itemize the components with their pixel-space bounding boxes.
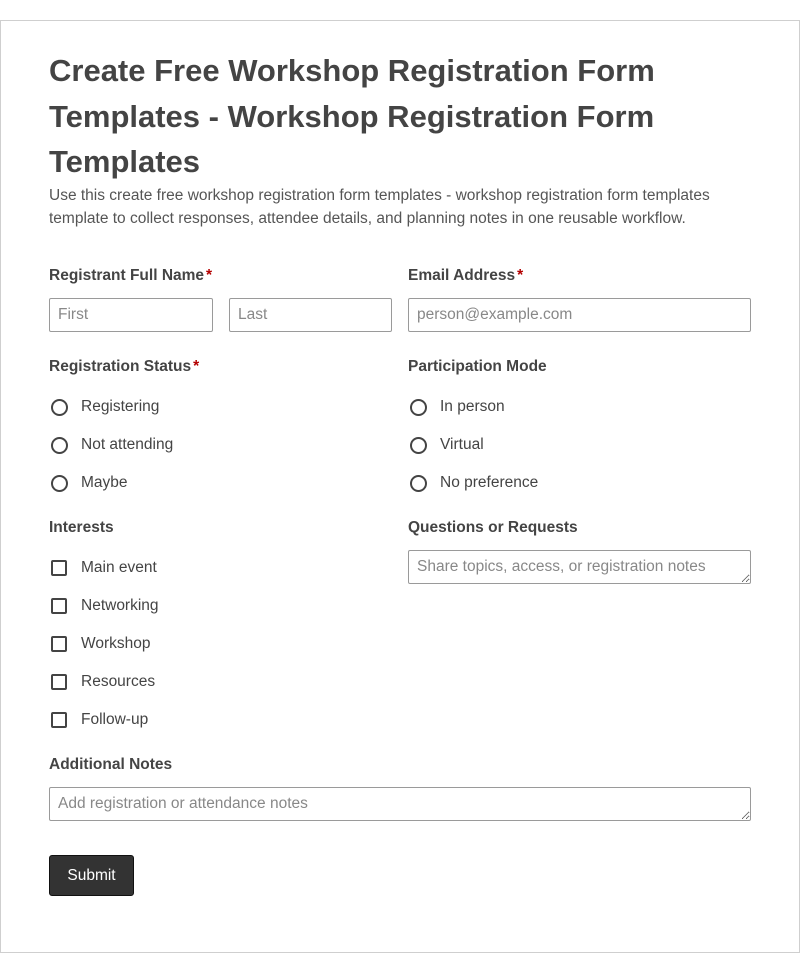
- radio-circle-icon[interactable]: [51, 399, 68, 416]
- email-label-text: Email Address: [408, 267, 516, 284]
- notes-label: [49, 756, 172, 774]
- interest-option-label: Follow-up: [81, 711, 149, 728]
- email-label: [408, 267, 523, 285]
- mode-option-no-preference[interactable]: [408, 474, 538, 492]
- required-marker: *: [193, 358, 200, 375]
- checkbox-icon[interactable]: [51, 598, 67, 614]
- questions-label-text: Questions or Requests: [408, 519, 578, 536]
- status-option-label: Registering: [81, 398, 160, 415]
- name-label: [49, 267, 212, 285]
- mode-label-text: Participation Mode: [408, 358, 547, 375]
- interests-label: [49, 519, 114, 537]
- checkbox-icon[interactable]: [51, 712, 67, 728]
- submit-button[interactable]: Submit: [49, 855, 134, 896]
- mode-option-label: No preference: [440, 474, 539, 491]
- first-name-input[interactable]: [49, 298, 213, 332]
- mode-option-in-person[interactable]: [408, 398, 505, 416]
- form-description: Use this create free workshop registration form templates - workshop registration form templates template to collect responses, attendee details, and planning notes in one reusable workflow.: [49, 187, 710, 227]
- checkbox-icon[interactable]: [51, 560, 67, 576]
- status-option-label: Not attending: [81, 436, 174, 453]
- interest-option-resources[interactable]: [49, 673, 155, 691]
- mode-option-label: In person: [440, 398, 505, 415]
- checkbox-icon[interactable]: [51, 636, 67, 652]
- last-name-input[interactable]: [229, 298, 392, 332]
- radio-circle-icon[interactable]: [51, 437, 68, 454]
- interest-option-label: Main event: [81, 559, 157, 576]
- radio-circle-icon[interactable]: [410, 399, 427, 416]
- interest-option-workshop[interactable]: [49, 635, 151, 653]
- status-label-text: Registration Status: [49, 358, 192, 375]
- interest-option-label: Resources: [81, 673, 156, 690]
- questions-textarea[interactable]: [408, 550, 751, 584]
- interests-label-text: Interests: [49, 519, 114, 536]
- name-label-text: Registrant Full Name: [49, 267, 205, 284]
- radio-circle-icon[interactable]: [410, 437, 427, 454]
- status-option-label: Maybe: [81, 474, 128, 491]
- status-option-not-attending[interactable]: [49, 436, 173, 454]
- radio-circle-icon[interactable]: [51, 475, 68, 492]
- interest-option-label: Workshop: [81, 635, 151, 652]
- interest-option-label: Networking: [81, 597, 159, 614]
- status-label: [49, 358, 199, 376]
- radio-circle-icon[interactable]: [410, 475, 427, 492]
- interest-option-main-event[interactable]: [49, 559, 157, 577]
- notes-label-text: Additional Notes: [49, 756, 173, 773]
- mode-option-label: Virtual: [440, 436, 484, 453]
- form-title: Create Free Workshop Registration Form Templates - Workshop Registration Form Templates: [49, 53, 655, 179]
- notes-textarea[interactable]: [49, 787, 751, 821]
- mode-label: [408, 358, 547, 376]
- interest-option-follow-up[interactable]: [49, 711, 148, 729]
- status-option-registering[interactable]: [49, 398, 159, 416]
- mode-option-virtual[interactable]: [408, 436, 484, 454]
- email-input[interactable]: [408, 298, 751, 332]
- status-option-maybe[interactable]: [49, 474, 128, 492]
- questions-label: [408, 519, 578, 537]
- checkbox-icon[interactable]: [51, 674, 67, 690]
- interest-option-networking[interactable]: [49, 597, 159, 615]
- required-marker: *: [517, 267, 524, 284]
- required-marker: *: [206, 267, 213, 284]
